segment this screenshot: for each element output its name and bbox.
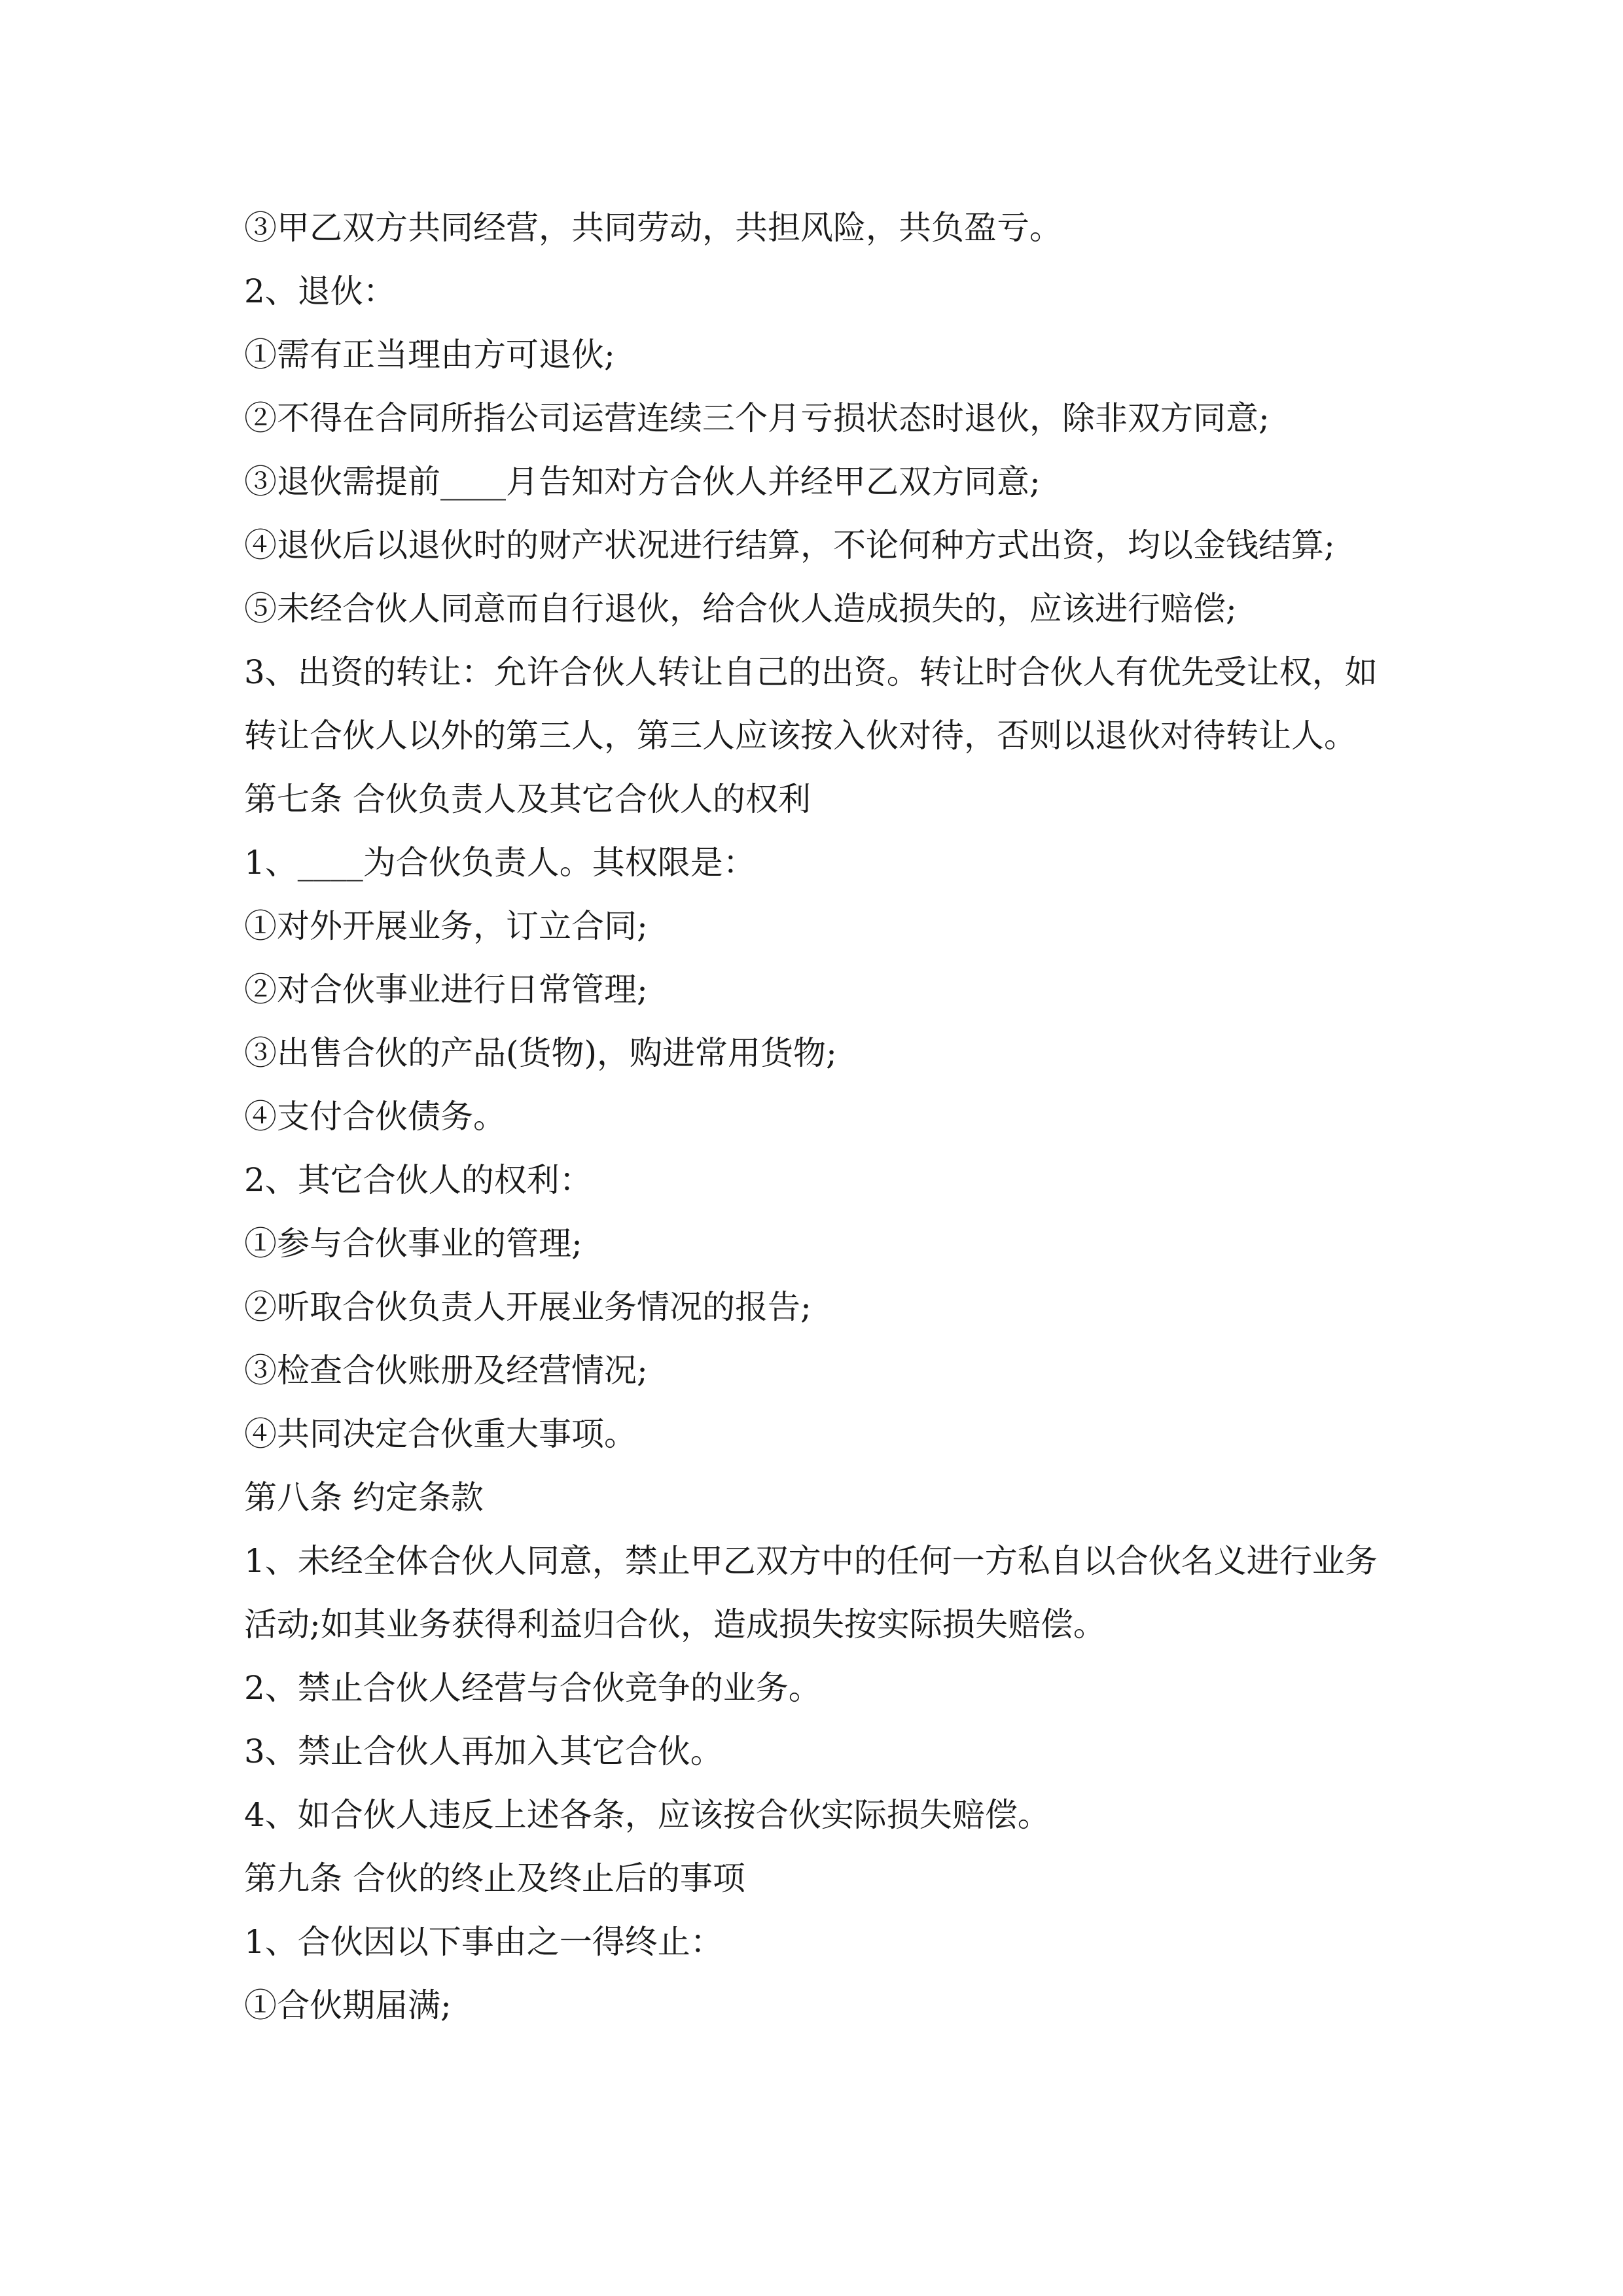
clause-item: ④共同决定合伙重大事项。 (244, 1415, 637, 1453)
paragraph-line: 3、禁止合伙人再加入其它合伙。 (244, 1732, 723, 1770)
section-subheading: 2、退伙： (244, 272, 396, 310)
clause-item: ④退伙后以退伙时的财产状况进行结算，不论何种方式出资，均以金钱结算; (244, 526, 1335, 564)
clause-item: ⑤未经合伙人同意而自行退伙，给合伙人造成损失的，应该进行赔偿; (244, 590, 1237, 628)
clause-item: ①合伙期届满; (244, 1986, 452, 2024)
document-body (244, 196, 1396, 2037)
article-heading: 第九条 合伙的终止及终止后的事项 (244, 1859, 745, 1897)
clause-item: ②不得在合同所指公司运营连续三个月亏损状态时退伙，除非双方同意; (244, 399, 1270, 437)
clause-item: ①参与合伙事业的管理; (244, 1225, 582, 1263)
clause-item: ③检查合伙账册及经营情况; (244, 1352, 648, 1390)
clause-item: ④支付合伙债务。 (244, 1098, 506, 1136)
clause-item: ②听取合伙负责人开展业务情况的报告; (244, 1288, 812, 1326)
paragraph-line: 4、如合伙人违反上述各条，应该按合伙实际损失赔偿。 (244, 1796, 1050, 1834)
section-subheading: 2、其它合伙人的权利： (244, 1161, 592, 1199)
clause-item: ①需有正当理由方可退伙; (244, 336, 615, 374)
paragraph-line: 2、禁止合伙人经营与合伙竞争的业务。 (244, 1669, 821, 1707)
paragraph-line: 1、合伙因以下事由之一得终止： (244, 1923, 723, 1961)
clause-item: ③甲乙双方共同经营，共同劳动，共担风险，共负盈亏。 (244, 209, 1062, 247)
clause-item: ①对外开展业务，订立合同; (244, 907, 648, 945)
article-heading: 第八条 约定条款 (244, 1479, 484, 1516)
paragraph-line: 活动;如其业务获得利益归合伙，造成损失按实际损失赔偿。 (244, 1605, 1106, 1643)
paragraph-line: 3、出资的转让：允许合伙人转让自己的出资。转让时合伙人有优先受让权，如 (244, 653, 1378, 691)
clause-item: ③出售合伙的产品(货物)，购进常用货物; (244, 1034, 837, 1072)
paragraph-line: 转让合伙人以外的第三人，第三人应该按入伙对待，否则以退伙对待转让人。 (244, 717, 1357, 755)
clause-item: ③退伙需提前____月告知对方合伙人并经甲乙双方同意; (244, 463, 1041, 501)
article-heading: 第七条 合伙负责人及其它合伙人的权利 (244, 780, 811, 818)
paragraph-line: 1、____为合伙负责人。其权限是： (244, 844, 756, 882)
clause-item: ②对合伙事业进行日常管理; (244, 971, 648, 1009)
paragraph-line: 1、未经全体合伙人同意，禁止甲乙双方中的任何一方私自以合伙名义进行业务 (244, 1542, 1378, 1580)
